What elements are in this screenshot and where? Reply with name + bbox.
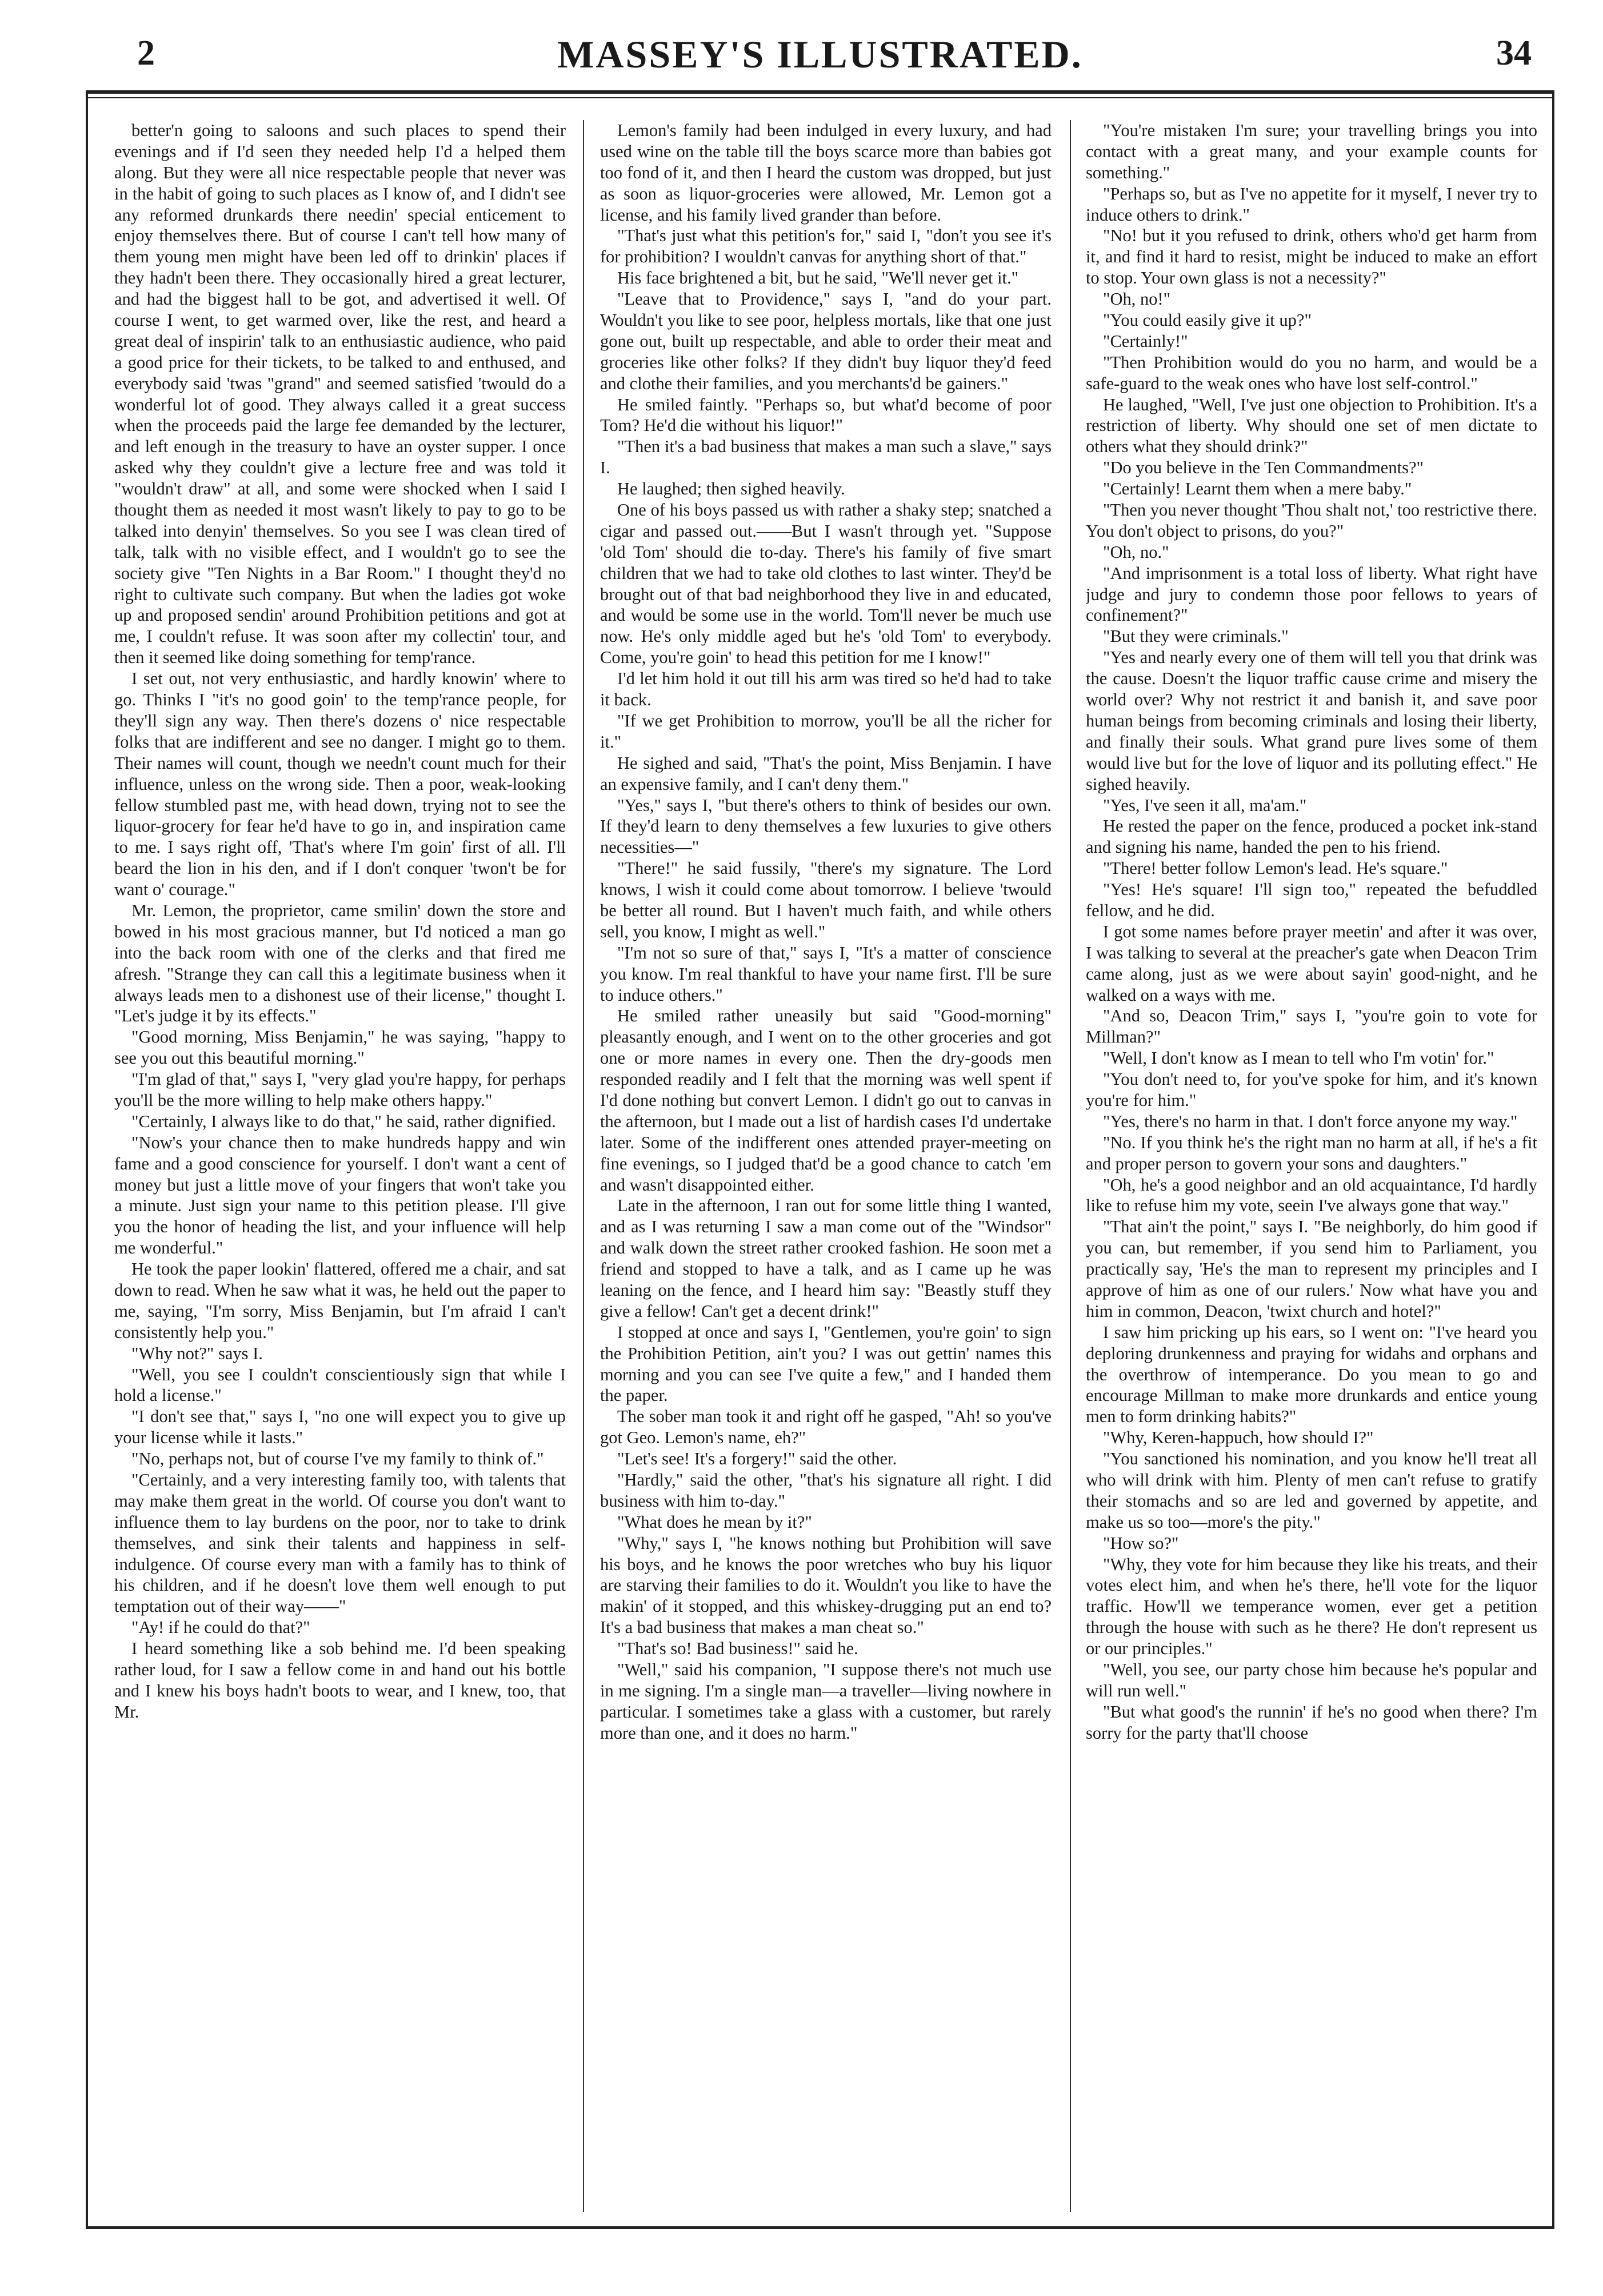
text-column-2 bbox=[600, 120, 1052, 2212]
paragraph: He smiled faintly. "Perhaps so, but what'd become of poor Tom? He'd die without his liquor!" bbox=[600, 394, 1052, 436]
paragraph: Mr. Lemon, the proprietor, came smilin' down the store and bowed in his most gracious manner, but I'd noticed a man go into the back room with one of the clerks and that fired me afresh. "Strange they can call this a legitimate business when it always leads men to a dishonest use of their license," thought I. "Let's judge it by its effects." bbox=[114, 900, 566, 1026]
paragraph: "Well, I don't know as I mean to tell who I'm votin' for." bbox=[1103, 1048, 1494, 1068]
paragraph: "Certainly!" bbox=[1103, 331, 1188, 351]
footer-rule bbox=[86, 2226, 1554, 2229]
text-column-3 bbox=[1086, 120, 1537, 2212]
paragraph: "And imprisonment is a total loss of liberty. What right have judge and jury to condemn those poor fellows to years of confinement?" bbox=[1086, 563, 1537, 625]
paragraph: "Yes and nearly every one of them will tell you that drink was the cause. Doesn't the liquor traffic cause crime and misery the world over? Why not restrict it and banish it, and save poor human beings from becoming criminals and losing their liberty, and finally their souls. What grand pure lives some of them would live but for the love of liquor and its polluting effect." He sighed heavily. bbox=[1086, 648, 1537, 794]
paragraph: "Let's see! It's a forgery!" said the other. bbox=[617, 1449, 897, 1469]
paragraph: "Then Prohibition would do you no harm, and would be a safe-guard to the weak ones who have lost self-control." bbox=[1086, 352, 1537, 393]
paragraph: The sober man took it and right off he gasped, "Ah! so you've got Geo. Lemon's name, eh?" bbox=[600, 1407, 1052, 1448]
paragraph: "I'm not so sure of that," says I, "It's a matter of conscience you know. I'm real thankful to have your name first. I'll be sure to induce others." bbox=[600, 943, 1052, 1005]
newspaper-page bbox=[86, 23, 1554, 2252]
paragraph: "Certainly, I always like to do that," he said, rather dignified. bbox=[131, 1111, 556, 1131]
paragraph: "If we get Prohibition to morrow, you'll be all the richer for it." bbox=[600, 710, 1052, 752]
paragraph: "And so, Deacon Trim," says I, "you're goin to vote for Millman?" bbox=[1086, 1006, 1537, 1047]
page-number-left: 2 bbox=[137, 34, 155, 73]
paragraph: "Good morning, Miss Benjamin," he was saying, "happy to see you out this beautiful morning." bbox=[114, 1027, 566, 1068]
masthead-title: MASSEY'S ILLUSTRATED. bbox=[557, 33, 1083, 76]
page-number-right: 34 bbox=[1496, 34, 1532, 73]
paragraph: "How so?" bbox=[1103, 1533, 1179, 1553]
paragraph: I'd let him hold it out till his arm was tired so he'd had to take it back. bbox=[600, 669, 1052, 710]
paragraph: "That's just what this petition's for," said I, "don't you see it's for prohibition? I wouldn't canvas for anything short of that." bbox=[600, 226, 1052, 267]
paragraph: "Well, you see I couldn't conscientiously sign that while I hold a license." bbox=[114, 1364, 566, 1405]
paragraph: "There! better follow Lemon's lead. He's square." bbox=[1103, 858, 1448, 879]
paragraph: One of his boys passed us with rather a shaky step; snatched a cigar and passed out.——But I wasn't through yet. "Suppose 'old Tom' should die to-day. There's his family of five smart children that we had to take old clothes to last winter. They'd be brought out of that bad neighborhood they live in and educated, and would be some use in the world. Tom'll never be much use now. He's only middle aged but he's 'old Tom' to everybody. Come, you're goin' to head this petition for me I know!" bbox=[600, 500, 1052, 668]
paragraph: "Why," says I, "he knows nothing but Prohibition will save his boys, and he knows the poor wretches who buy his liquor are starving their families to do it. Wouldn't you like to have the makin' of it stopped, and this whiskey-drugging put an end to? It's a bad business that makes a man cheat so." bbox=[600, 1533, 1052, 1638]
header-rule-thick bbox=[86, 90, 1554, 94]
paragraph: He took the paper lookin' flattered, offered me a chair, and sat down to read. When he saw what it was, he held out the paper to me, saying, "I'm sorry, Miss Benjamin, but I'm afraid I can't consistently help you." bbox=[114, 1259, 566, 1342]
page-frame-right bbox=[1552, 90, 1554, 2229]
paragraph: "Why, Keren-happuch, how should I?" bbox=[1103, 1428, 1374, 1448]
header-rule-thin bbox=[86, 97, 1554, 98]
paragraph: "Well, you see, our party chose him because he's popular and will run well." bbox=[1086, 1660, 1537, 1700]
paragraph: "Yes! He's square! I'll sign too," repeated the befuddled fellow, and he did. bbox=[1086, 880, 1537, 920]
text-column-1 bbox=[114, 120, 566, 2212]
paragraph: "You don't need to, for you've spoke for him, and it's known you're for him." bbox=[1086, 1069, 1537, 1110]
paragraph: Late in the afternoon, I ran out for some little thing I wanted, and as I was returning I saw a man come out of the "Windsor" and walk down the street rather crooked fashion. He soon met a friend and stopped to have a talk, and as I came up he was leaning on the fence, and I heard him say: "Beastly stuff they give a fellow! Can't get a decent drink!" bbox=[600, 1196, 1052, 1321]
paragraph: "Do you believe in the Ten Commandments?" bbox=[1103, 458, 1424, 478]
paragraph: "I don't see that," says I, "no one will expect you to give up your license while it lasts." bbox=[114, 1407, 566, 1448]
page-header bbox=[86, 23, 1554, 94]
paragraph: "Why not?" says I. bbox=[131, 1343, 263, 1363]
paragraph: Lemon's family had been indulged in every luxury, and had used wine on the table till the boys scarce more than babies got too fond of it, and then I heard the custom was dropped, but just as soon as liquor-groceries were allowed, Mr. Lemon got a license, and his family lived grander than before. bbox=[600, 121, 1052, 225]
paragraph: "No! but it you refused to drink, others who'd get harm from it, and find it hard to resist, might be induced to make an effort to stop. Your own glass is not a necessity?" bbox=[1086, 226, 1537, 288]
paragraph: I set out, not very enthusiastic, and hardly knowin' where to go. Thinks I "it's no good goin' to the temp'rance people, for they'll sign any way. Then there's dozens o' nice respectable folks that are indifferent and see no danger. I might go to them. Their names will count, though we needn't count much for their influence, unless on the wrong side. Then a poor, weak-looking fellow stumbled past me, with head down, trying not to see the liquor-grocery for fear he'd have to go in, and inspiration came to me. I says right off, 'That's where I'm goin' first of all. I'll beard the lion in his den, and if I don't conquer 'twon't be for want o' courage." bbox=[114, 669, 566, 900]
paragraph: "There!" he said fussily, "there's my signature. The Lord knows, I wish it could come about tomorrow. I believe 'twould be better all round. But I haven't much faith, and while others sell, you know, I might as well." bbox=[600, 858, 1052, 941]
paragraph: "You could easily give it up?" bbox=[1103, 310, 1312, 330]
paragraph: "Oh, no!" bbox=[1103, 289, 1171, 309]
paragraph: "No, perhaps not, but of course I've my family to think of." bbox=[131, 1449, 544, 1469]
paragraph: "Certainly! Learnt them when a mere baby." bbox=[1103, 479, 1412, 499]
paragraph: He smiled rather uneasily but said "Good-morning" pleasantly enough, and I went on to the other groceries and got one or more names in every one. Then the dry-goods men responded readily and I felt that the morning was well spent if I'd done nothing but convert Lemon. I didn't go out to canvas in the afternoon, but I made out a list of hardish cases I'd undertake later. Some of the indifferent ones attended prayer-meeting on fine evenings, so I judged that'd be a good chance to catch 'em and wasn't disappointed either. bbox=[600, 1006, 1052, 1195]
paragraph: "Then it's a bad business that makes a man such a slave," says I. bbox=[600, 437, 1052, 478]
paragraph: "Why, they vote for him because they like his treats, and their votes elect him, and when he's there, he'll vote for the liquor traffic. How'll we temperance women, ever get a petition through the house with such as he there? He don't represent us or our principles." bbox=[1086, 1554, 1537, 1659]
paragraph: "You're mistaken I'm sure; your travelling brings you into contact with a great many, and your example counts for something." bbox=[1086, 121, 1537, 182]
paragraph: I got some names before prayer meetin' and after it was over, I was talking to several at the preacher's gate when Deacon Trim came along, just as we were about sayin' good-night, and he walked on a ways with me. bbox=[1086, 921, 1537, 1005]
paragraph: "No. If you think he's the right man no harm at all, if he's a fit and proper person to govern your sons and daughters." bbox=[1086, 1132, 1537, 1173]
paragraph: "Oh, he's a good neighbor and an old acquaintance, I'd hardly like to refuse him my vote, seein I've always gone that way." bbox=[1086, 1175, 1537, 1216]
paragraph: "Then you never thought 'Thou shalt not,' too restrictive there. You don't object to prisons, do you?" bbox=[1086, 500, 1537, 541]
paragraph: I heard something like a sob behind me. I'd been speaking rather loud, for I saw a fellow come in and hand out his bottle and I knew his boys hadn't boots to wear, and I knew, too, that Mr. bbox=[114, 1639, 566, 1722]
paragraph: "Perhaps so, but as I've no appetite for it myself, I never try to induce others to drink." bbox=[1086, 183, 1537, 225]
paragraph: "Hardly," said the other, "that's his signature all right. I did business with him to-day." bbox=[600, 1470, 1052, 1511]
paragraph: "Yes, I've seen it all, ma'am." bbox=[1103, 795, 1307, 815]
paragraph: "But what good's the runnin' if he's no good when there? I'm sorry for the party that'll choose bbox=[1086, 1702, 1537, 1743]
paragraph: "Leave that to Providence," says I, "and do your part. Wouldn't you like to see poor, helpless mortals, like that one just gone out, built up respectable, and able to order their meat and groceries like other folks? If they didn't buy liquor they'd feed and clothe their families, and you merchants'd be gainers." bbox=[600, 289, 1052, 393]
paragraph: "Yes, there's no harm in that. I don't force anyone my way." bbox=[1103, 1111, 1518, 1131]
paragraph: I saw him pricking up his ears, so I went on: "I've heard you deploring drunkenness and praying for widahs and orphans and the overthrow of intemperance. Do you mean to go and encourage Millman to make more drunkards and entice young men to form drinking habits?" bbox=[1086, 1322, 1537, 1427]
paragraph: "You sanctioned his nomination, and you know he'll treat all who will drink with him. Plenty of men can't refuse to gratify their stomachs and so are led and governed by appetite, and make us so too—more's the pity." bbox=[1086, 1449, 1537, 1532]
paragraph: His face brightened a bit, but he said, "We'll never get it." bbox=[617, 268, 1019, 288]
paragraph: He rested the paper on the fence, produced a pocket ink-stand and signing his name, handed the pen to his friend. bbox=[1086, 816, 1537, 857]
paragraph: "That's so! Bad business!" said he. bbox=[617, 1639, 858, 1659]
paragraph: "I'm glad of that," says I, "very glad you're happy, for perhaps you'll be the more willing to help make others happy." bbox=[114, 1069, 566, 1110]
column-separator bbox=[1070, 120, 1071, 2212]
paragraph: He sighed and said, "That's the point, Miss Benjamin. I have an expensive family, and I can't deny them." bbox=[600, 753, 1052, 794]
paragraph: "What does he mean by it?" bbox=[617, 1512, 812, 1532]
paragraph: "Well," said his companion, "I suppose there's not much use in me signing. I'm a single man—a traveller—living nowhere in particular. I sometimes take a glass with a customer, but rarely more than one, and it does no harm." bbox=[600, 1660, 1052, 1743]
paragraph: "But they were criminals." bbox=[1103, 626, 1289, 646]
paragraph: I stopped at once and says I, "Gentlemen, you're goin' to sign the Prohibition Petition, ain't you? I was out gettin' names this morning and you can see I've quite a few," and I handed them the paper. bbox=[600, 1322, 1052, 1405]
paragraph: "Now's your chance then to make hundreds happy and win fame and a good conscience for yourself. I don't want a cent of money but just a little move of your fingers that won't take you a minute. Just sign your name to this petition please. I'll give you the honor of heading the list, and your influence will help me wonderful." bbox=[114, 1132, 566, 1258]
paragraph: "Certainly, and a very interesting family too, with talents that may make them great in the world. Of course you don't want to influence them to lay burdens on the poor, nor to take to drink themselves, and sink their talents and happiness in self-indulgence. Of course every man with a family has to think of his children, and if he doesn't love them well enough to put temptation out of their way——" bbox=[114, 1470, 566, 1616]
paragraph: "That ain't the point," says I. "Be neighborly, do him good if you can, but remember, if you send him to Parliament, you practically say, 'He's the man to represent my principles and I approve of him as one of our rulers.' Now what have you and him in common, Deacon, 'twixt church and hotel?" bbox=[1086, 1217, 1537, 1321]
column-separator bbox=[583, 120, 584, 2212]
paragraph: better'n going to saloons and such places to spend their evenings and if I'd seen they needed help I'd a helped them along. But they were all nice respectable people that never was in the habit of going to such places as I know of, and I didn't see any reformed drunkards there needin' special enticement to enjoy themselves there. But of course I can't tell how many of them young men might have been led off to drinkin' places if they hadn't been there. They occasionally hired a great lecturer, and had the biggest hall to be got, and advertised it well. Of course I went, to get warmed over, like the rest, and heard a great deal of inspirin' talk to an enthusiastic audience, who paid a good price for their tickets, to be talked to and enthused, and everybody said 'twas "grand" and seemed satisfied 'twould do a wonderful lot of good. They always called it a great success when the proceeds paid the large fee demanded by the lecturer, and left enough in the treasury to have an oyster supper. I once asked why they couldn't give a lecture free and was told it "wouldn't draw" at all, and some were shocked when I said I thought them as needed it most wasn't likely to pay to go to be talked into denyin' themselves. So you see I was clean tired of talk, talk with no visible effect, and I wouldn't go to see the society give "Ten Nights in a Bar Room." I thought they'd no right to cultivate such company. But when the ladies got woke up and proposed sendin' around Prohibition petitions and got at me, I couldn't refuse. It was soon after my collectin' tour, and then it seemed like doing something for temp'rance. bbox=[114, 121, 566, 668]
paragraph: He laughed, "Well, I've just one objection to Prohibition. It's a restriction of liberty. Why should one set of men dictate to others what they should drink?" bbox=[1086, 394, 1537, 457]
paragraph: "Yes," says I, "but there's others to think of besides our own. If they'd learn to deny themselves a few luxuries to give others necessities—" bbox=[600, 795, 1052, 857]
paragraph: He laughed; then sighed heavily. bbox=[617, 479, 845, 499]
paragraph: "Ay! if he could do that?" bbox=[131, 1618, 310, 1638]
page-frame-left bbox=[86, 90, 88, 2229]
paragraph: "Oh, no." bbox=[1103, 542, 1169, 562]
